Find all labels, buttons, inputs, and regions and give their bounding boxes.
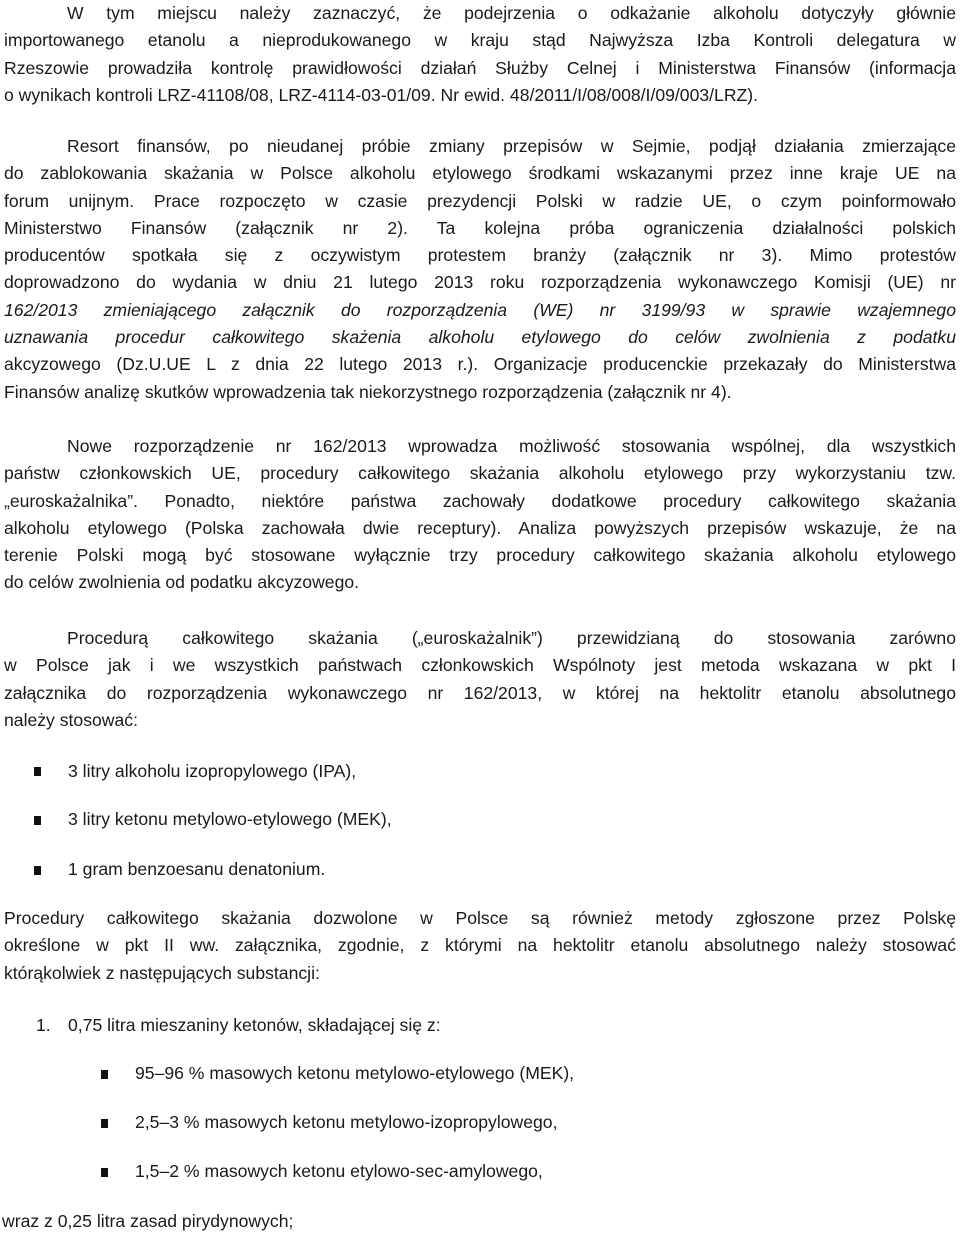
paragraph-nik-control (4, 0, 956, 109)
paragraph-ministry-actions (4, 133, 956, 406)
item-text: 0,75 litra mieszaniny ketonów, składającej się z: (68, 1015, 441, 1035)
text-line: Nowe rozporządzenie nr 162/2013 wprowadza możliwość stosowania wspólnej, dla wszystkich (67, 436, 956, 456)
square-bullet-icon (34, 866, 41, 875)
list-item-text: 3 litry alkoholu izopropylowego (IPA), (68, 761, 357, 781)
list-item-text: 2,5–3 % masowych ketonu metylowo-izopropylowego, (135, 1112, 558, 1132)
text-line: doprowadzono do wydania w dniu 21 lutego 2013 roku rozporządzenia wykonawczego Komisji (UE) nr (4, 272, 956, 293)
text-line: do celów zwolnienia od podatku akcyzowego. (4, 572, 360, 593)
text-line: określone w pkt II ww. załącznika, zgodnie, z którymi na hektolitr etanolu absolutnego należy stosować (4, 935, 956, 956)
text-line: Resort finansów, po nieudanej próbie zmiany przepisów w Sejmie, podjął działania zmierzające (67, 136, 956, 156)
square-bullet-icon (101, 1070, 108, 1079)
list-item-text: 95–96 % masowych ketonu metylowo-etylowego (MEK), (135, 1063, 575, 1083)
text-line: załącznika do rozporządzenia wykonawczego nr 162/2013, w której na hektolitr etanolu absolutnego (4, 682, 956, 703)
text-line: należy stosować: (4, 709, 138, 730)
square-bullet-icon (34, 816, 41, 825)
text-line: o wynikach kontroli LRZ-41108/08, LRZ-4114-03-01/09. Nr ewid. 48/2011/I/08/008/I/09/003/LRZ). (4, 84, 759, 105)
paragraph-euro-denaturant (4, 625, 956, 734)
text-line: którąkolwiek z następujących substancji: (4, 962, 320, 983)
text-line: forum unijnym. Prace rozpoczęto w czasie prezydencji Polski w radzie UE, o czym poinformowało (4, 190, 956, 211)
text-line: W tym miejscu należy zaznaczyć, że podejrzenia o odkażanie alkoholu dotyczyły głównie (67, 3, 956, 23)
text-line: państw członkowskich UE, procedury całkowitego skażania alkoholu etylowego przy wykorzystaniu tzw. (4, 463, 956, 484)
text-line: Ministerstwo Finansów (załącznik nr 2). Ta kolejna próba ograniczenia działalności polskich (4, 217, 956, 238)
list-item-text: 1,5–2 % masowych ketonu etylowo-sec-amylowego, (135, 1161, 543, 1181)
text-line: w Polsce jak i we wszystkich państwach członkowskich Wspólnoty jest metoda wskazana w pkt I (4, 655, 956, 676)
paragraph-polish-procedures (4, 905, 956, 987)
text-line: Rzeszowie prowadziła kontrolę prawidłowości działań Służby Celnej i Ministerstwa Finansów (informacja (4, 57, 956, 78)
text-line: producentów spotkała się z oczywistym protestem branży (załącznik nr 3). Mimo protestów (4, 245, 956, 266)
text-line: 162/2013 zmieniającego załącznik do rozporządzenia (WE) nr 3199/93 w sprawie wzajemnego (4, 299, 956, 320)
text-line: „euroskażalnika”. Ponadto, niektóre państwa zachowały dodatkowe procedury całkowitego skażania (4, 490, 956, 511)
list-item-text: 1 gram benzoesanu denatonium. (68, 859, 326, 879)
text-line: terenie Polski mogą być stosowane wyłącznie trzy procedury całkowitego skażania alkoholu etylowego (4, 545, 956, 566)
text-line: Procedury całkowitego skażania dozwolone w Polsce są również metody zgłoszone przez Polskę (4, 908, 956, 928)
text-line: do zablokowania skażania w Polsce alkoholu etylowego środkami wskazanymi przez inne kraje UE na (4, 163, 956, 184)
text-line: importowanego etanolu a nieprodukowanego w kraju stąd Najwyższa Izba Kontroli delegatura w (4, 30, 956, 51)
text-line: Finansów analizę skutków wprowadzenia tak niekorzystnego rozporządzenia (załącznik nr 4). (4, 381, 732, 402)
text-line: akcyzowego (Dz.U.UE L z dnia 22 lutego 2013 r.). Organizacje producenckie przekazały do Ministerstwa (4, 354, 956, 375)
text-line: Procedurą całkowitego skażania („euroskażalnik”) przewidzianą do stosowania zarówno (67, 628, 956, 648)
paragraph-new-regulation (4, 433, 956, 597)
text-line: uznawania procedur całkowitego skażenia alkoholu etylowego do celów zwolnienia z podatku (4, 327, 956, 348)
square-bullet-icon (101, 1119, 108, 1128)
item-number: 1. (36, 1015, 51, 1035)
text-line: alkoholu etylowego (Polska zachowała dwie receptury). Analiza powyższych przepisów wskazuje, że na (4, 517, 956, 538)
list-item-text: 3 litry ketonu metylowo-etylowego (MEK), (68, 809, 392, 829)
square-bullet-icon (101, 1168, 108, 1177)
closing-line: wraz z 0,25 litra zasad pirydynowych; (2, 1211, 294, 1231)
square-bullet-icon (34, 767, 41, 776)
